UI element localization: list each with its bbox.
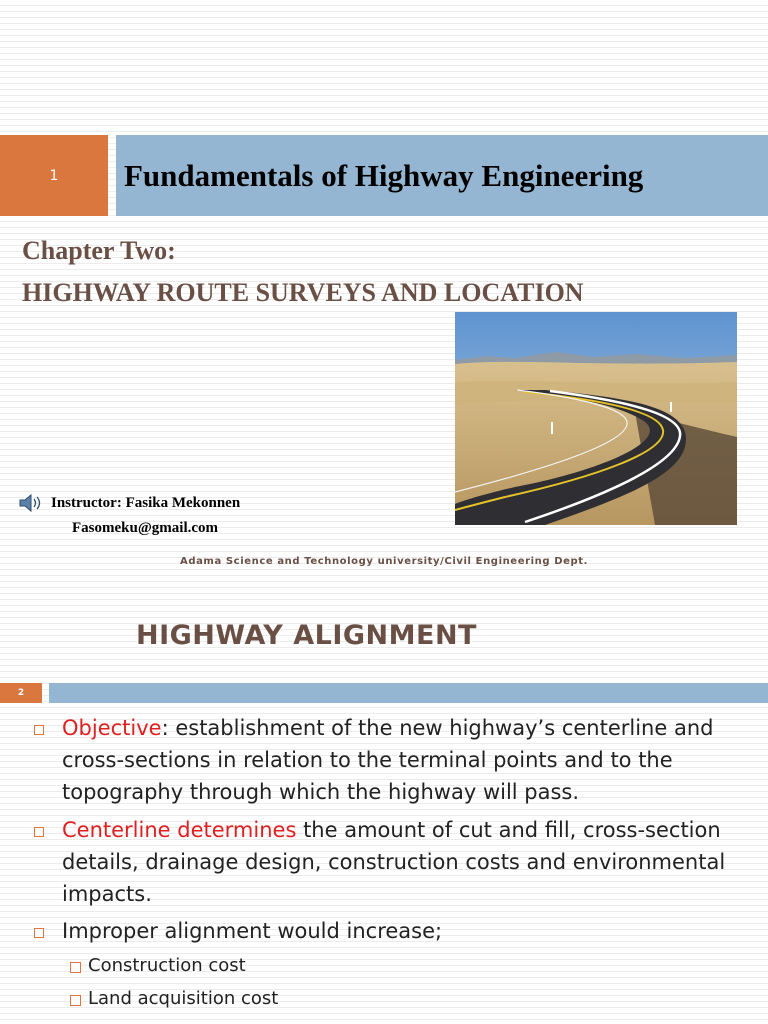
- bullet-text: Improper alignment would increase;: [62, 919, 443, 943]
- bullet-marker: [34, 928, 44, 938]
- bullet-highlight: Objective: [62, 716, 162, 740]
- bullet-marker: [34, 827, 44, 837]
- slide-number: 1: [49, 167, 59, 184]
- chapter-label: Chapter Two:: [22, 236, 176, 265]
- bullet-text: : establishment of the new highway’s centerline and cross-sections in relation to the terminal points and to the topography through which the highway will pass.: [62, 716, 714, 804]
- bullet-text: the amount of cut and fill, cross-section details, drainage design, construction costs and environmental impacts.: [62, 818, 726, 906]
- slide2-number: 2: [17, 688, 25, 698]
- sub-bullet-marker: [70, 962, 81, 973]
- sub-bullet-land-cost: Land acquisition cost: [88, 988, 279, 1009]
- speaker-icon[interactable]: [18, 492, 44, 514]
- bullet-objective: [62, 712, 752, 808]
- bullet-highlight: Centerline determines: [62, 818, 297, 842]
- winding-road-photo: [455, 312, 737, 525]
- slide-number-box: [0, 135, 108, 216]
- sub-bullet-marker: [70, 995, 81, 1006]
- title-bar: [116, 135, 768, 216]
- slide-title: Fundamentals of Highway Engineering: [124, 157, 644, 193]
- sub-bullet-construction-cost: Construction cost: [88, 955, 246, 976]
- slide2-heading: HIGHWAY ALIGNMENT: [136, 620, 477, 651]
- bullet-marker: [34, 725, 44, 735]
- bullet-improper-alignment: [62, 915, 752, 947]
- slide2-number-box: [0, 683, 42, 703]
- bullet-centerline: [62, 814, 752, 910]
- instructor-name: Instructor: Fasika Mekonnen: [51, 495, 241, 511]
- university-footer: Adama Science and Technology university/Civil Engineering Dept.: [179, 556, 589, 567]
- slide2-bar: [49, 683, 768, 703]
- instructor-email: Fasomeku@gmail.com: [72, 520, 219, 536]
- chapter-title: HIGHWAY ROUTE SURVEYS AND LOCATION: [22, 278, 584, 307]
